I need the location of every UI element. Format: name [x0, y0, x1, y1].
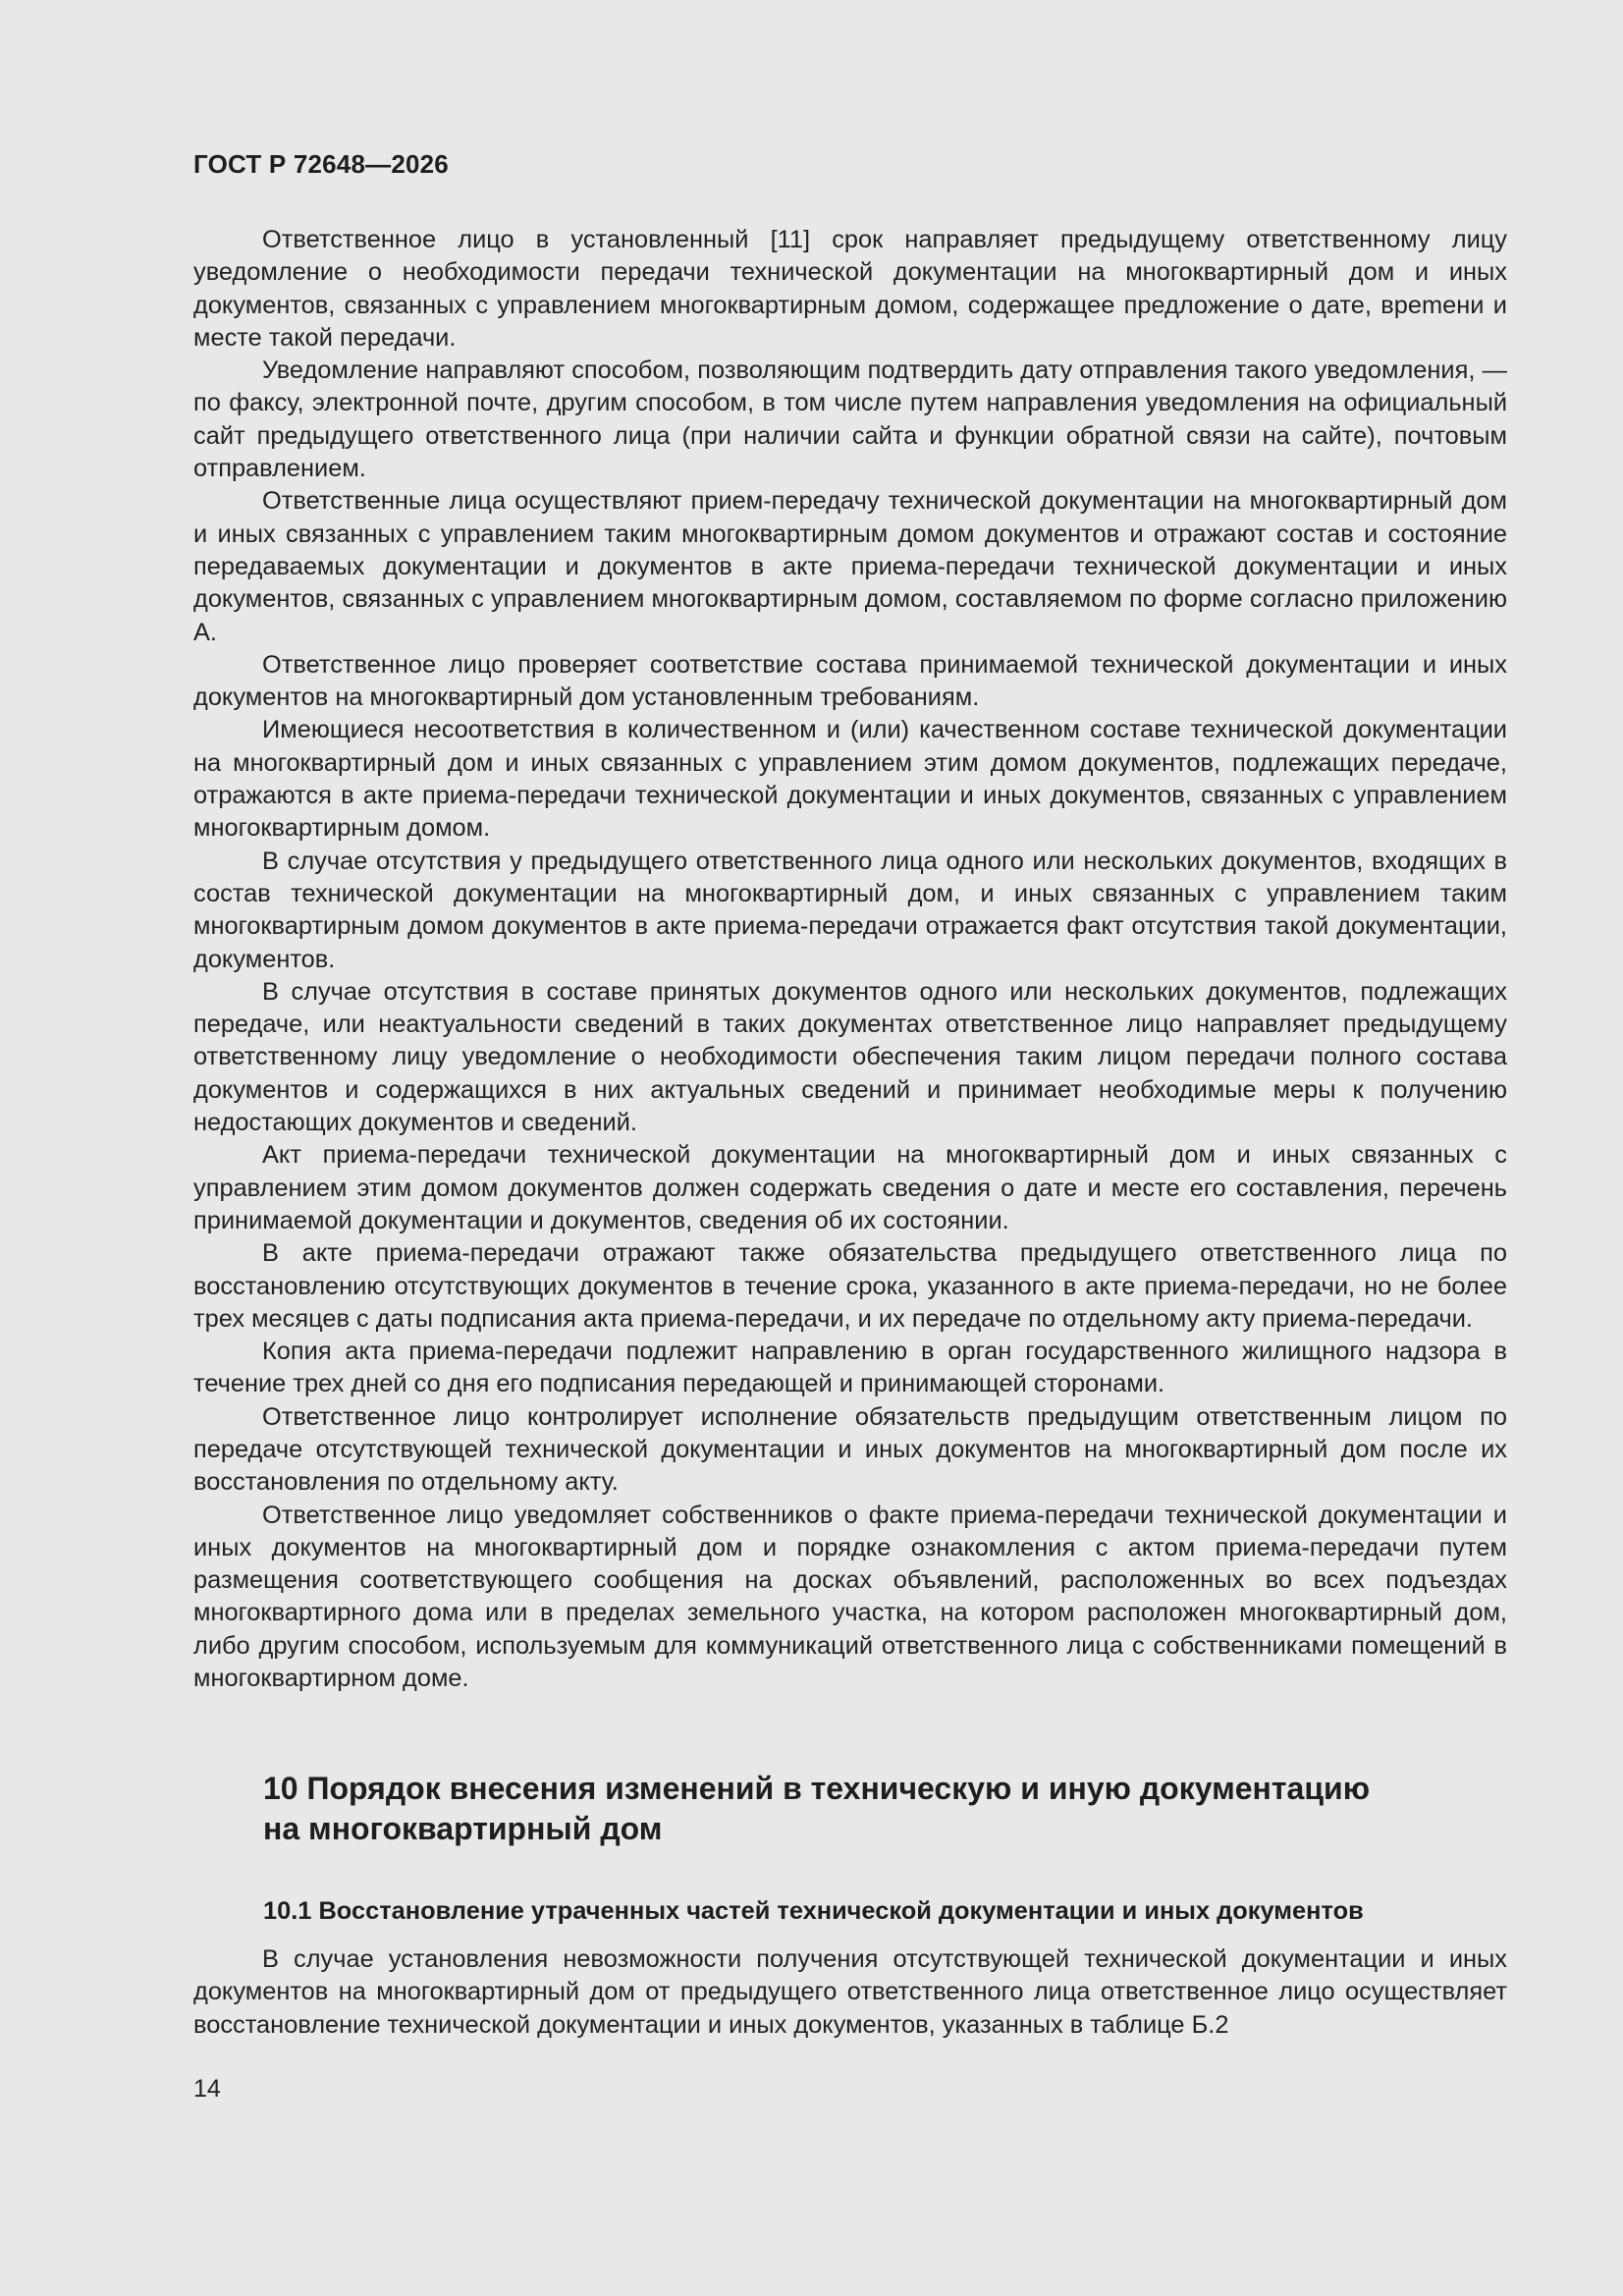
paragraph: В случае установления невозможности получения отсутствующей технической документации и иных документов на многоквартирный дом от предыдущего ответственного лица ответственное лицо осуществляет восстановление технической документации и иных документов, указанных в таблице Б.2: [193, 1945, 1507, 2039]
document-code-header: ГОСТ Р 72648—2026: [193, 149, 449, 179]
subsection-heading: 10.1 Восстановление утраченных частей технической документации и иных документов: [263, 1897, 1364, 1925]
body-text-block-2: [193, 1943, 1507, 2042]
paragraph: Ответственное лицо в установленный [11] срок направляет предыдущему ответственному лицу уведомление о необходимости передачи технической документации на многоквартирный дом и иных документов, связанных с управлением многоквартирным домом, содержащее предложение о дате, вреmени и месте такой передачи.: [193, 226, 1507, 352]
paragraph: В случае отсутствия в составе принятых документов одного или нескольких документов, подлежащих передаче, или неактуальности сведений в таких документах ответственное лицо направляет предыдущему ответственному лицу уведомление о необходимости обеспечения таким лицом передачи полного состава документов и содержащихся в них актуальных сведений и принимает необходимые меры к получению недостающих документов и сведений.: [193, 977, 1507, 1137]
section-heading-line: 10 Порядок внесения изменений в техническую и иную документацию: [263, 1771, 1371, 1806]
section-heading: [263, 1769, 1500, 1849]
paragraph: В случае отсутствия у предыдущего ответственного лица одного или нескольких документов, входящих в состав технической документации на многоквартирный дом, и иных связанных с управлением таким многоквартирным домом документов в акте приема-передачи отражается факт отсутствия такой документации, документов.: [193, 847, 1507, 973]
paragraph: Ответственное лицо проверяет соответствие состава принимаемой технической документации и иных документов на многоквартирный дом установленным требованиям.: [193, 650, 1507, 712]
paragraph: Ответственное лицо контролирует исполнение обязательств предыдущим ответственным лицом по передаче отсутствующей технической документации и иных документов на многоквартирный дом после их восстановления по отдельному акту.: [193, 1402, 1507, 1497]
page-number: 14: [193, 2075, 221, 2103]
paragraph: Акт приема-передачи технической документации на многоквартирный дом и иных связанных с управлением этим домом документов должен содержать сведения о дате и месте его составления, перечень принимаемой документации и документов, сведения об их состоянии.: [193, 1141, 1507, 1234]
paragraph: В акте приема-передачи отражают также обязательства предыдущего ответственного лица по восстановлению отсутствующих документов в течение срока, указанного в акте приема-передачи, но не более трех месяцев с даты подписания акта приема-передачи, и их передаче по отдельному акту приема-передачи.: [193, 1239, 1507, 1333]
body-text-block: [193, 224, 1507, 1695]
section-heading-line: на многоквартирный дом: [263, 1811, 663, 1846]
paragraph: Ответственное лицо уведомляет собственников о факте приема-передачи технической документации и иных документов на многоквартирный дом и порядке ознакомления с актом приема-передачи путем размещения соответствующего сообщения на досках объявлений, расположенных во всех подъездах многоквартирного дома или в пределах земельного участка, на котором расположен многоквартирный дом, либо другим способом, используемым для коммуникаций ответственного лица с собственниками помещений в многоквартирном доме.: [193, 1501, 1507, 1693]
paragraph: Уведомление направляют способом, позволяющим подтвердить дату отправления такого уведомления, — по факсу, электронной почте, другим способом, в том числе путем направления уведомления на официальный сайт предыдущего ответственного лица (при наличии сайта и функции обратной связи на сайте), почтовым отправлением.: [193, 356, 1507, 483]
paragraph: Ответственные лица осуществляют прием-передачу технической документации на многоквартирный дом и иных связанных с управлением таким многоквартирным домом документов и отражают состав и состояние передаваемых документации и документов в акте приема-передачи технической документации и иных документов, связанных с управлением многоквартирным домом, составляемом по форме согласно приложению А.: [193, 487, 1507, 646]
paragraph: Имеющиеся несоответствия в количественном и (или) качественном составе технической документации на многоквартирный дом и иных связанных с управлением этим домом документов, подлежащих передаче, отражаются в акте приема-передачи технической документации и иных документов, связанных с управлением многоквартирным домом.: [193, 716, 1507, 843]
paragraph: Копия акта приема-передачи подлежит направлению в орган государственного жилищного надзора в течение трех дней со дня его подписания передающей и принимающей сторонами.: [193, 1338, 1507, 1398]
